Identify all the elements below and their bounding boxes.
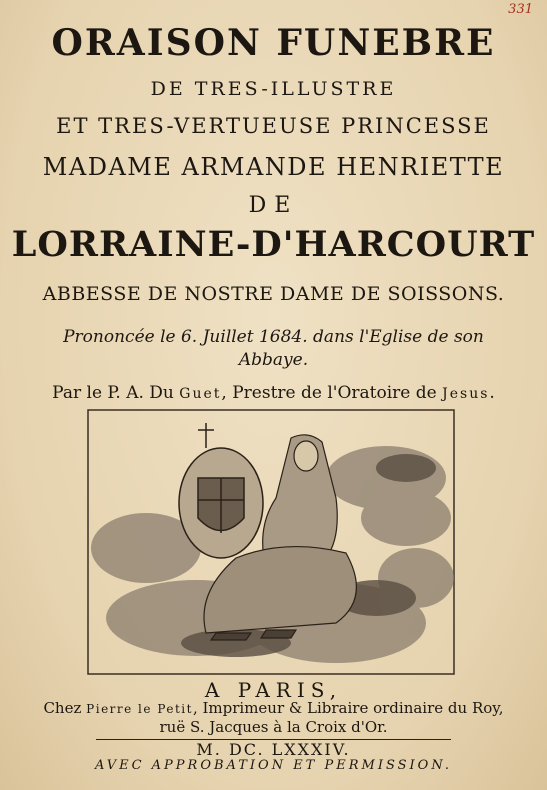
coat-of-arms [179,423,263,558]
title-line-2: DE TRES-ILLUSTRE [150,78,397,100]
author-name: Guet [179,386,222,402]
title-line-3: ET TRES-VERTUEUSE PRINCESSE [56,114,491,138]
title-line-6: LORRAINE-D'HARCOURT [11,224,536,265]
author-line [0,383,547,403]
printer-prefix: Chez [43,699,82,717]
pronounced-line-2: Abbaye. [238,350,309,370]
imprint-city: A PARIS, [204,678,343,702]
imprint-address: ruë S. Jacques à la Croix d'Or. [159,718,388,736]
pronounced-line-1: Prononcée le 6. Juillet 1684. dans l'Eglise de son [63,327,484,347]
author-middle: , Prestre de l'Oratoire de [221,383,437,403]
title-line-5: DE [248,193,299,218]
title-line-1: ORAISON FUNEBRE [51,22,496,64]
publication-year: M. DC. LXXXIV. [196,740,351,759]
author-jesus: Jesus [442,386,490,402]
title-line-7: ABBESSE DE NOSTRE DAME DE SOISSONS. [42,283,505,305]
imprint-printer [0,699,547,717]
page-number: 331 [508,2,533,17]
author-suffix: . [489,383,495,403]
printer-suffix: , Imprimeur & Libraire ordinaire du Roy, [192,699,504,717]
title-line-4: MADAME ARMANDE HENRIETTE [42,153,505,181]
author-prefix: Par le P. A. Du [52,383,174,403]
approbation-line: AVEC APPROBATION ET PERMISSION. [94,758,453,773]
engraving-illustration [86,408,456,676]
printer-name: Pierre le Petit [86,702,193,716]
